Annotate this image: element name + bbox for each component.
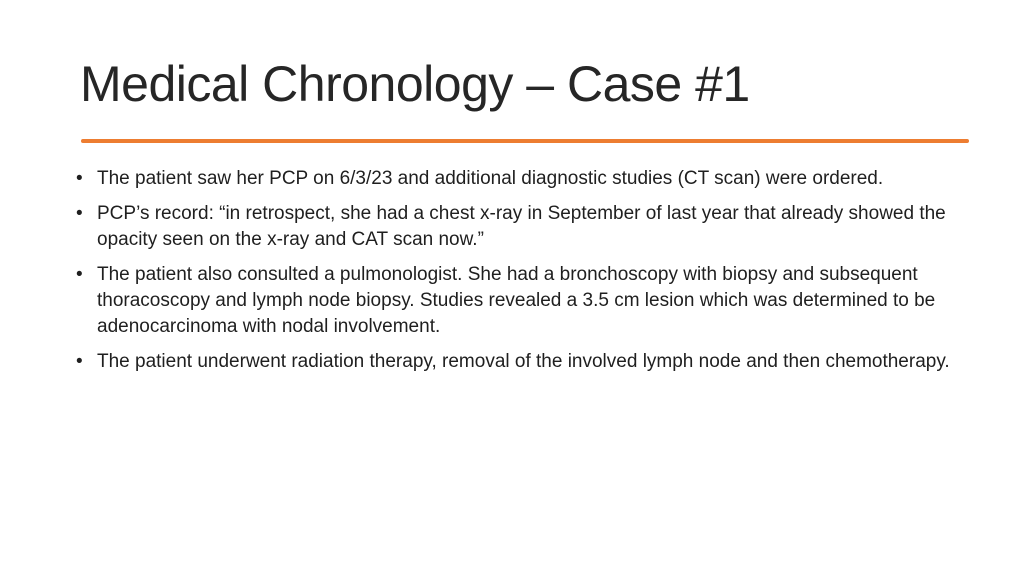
bullet-text: The patient underwent radiation therapy, removal of the involved lymph node and then chemotherapy. [97,351,950,372]
bullet-text: PCP’s record: “in retrospect, she had a chest x-ray in September of last year that already showed the opacity seen on the x-ray and CAT scan now.” [97,203,946,250]
bullet-icon: • [76,351,83,372]
bullet-icon: • [76,203,83,224]
slide-title: Medical Chronology – Case #1 [80,56,750,112]
bullet-item [76,349,956,375]
title-accent-rule [81,139,969,143]
bullet-icon: • [76,264,83,285]
bullet-icon: • [76,168,83,189]
bullet-list [76,166,956,384]
bullet-item [76,166,956,192]
bullet-item [76,201,956,253]
bullet-text: The patient saw her PCP on 6/3/23 and additional diagnostic studies (CT scan) were ordered. [97,168,884,189]
bullet-text: The patient also consulted a pulmonologist. She had a bronchoscopy with biopsy and subsequent thoracoscopy and lymph node biopsy. Studies revealed a 3.5 cm lesion which was determined to be adenocarcinoma with nodal involvement. [97,264,936,337]
bullet-item [76,262,956,340]
